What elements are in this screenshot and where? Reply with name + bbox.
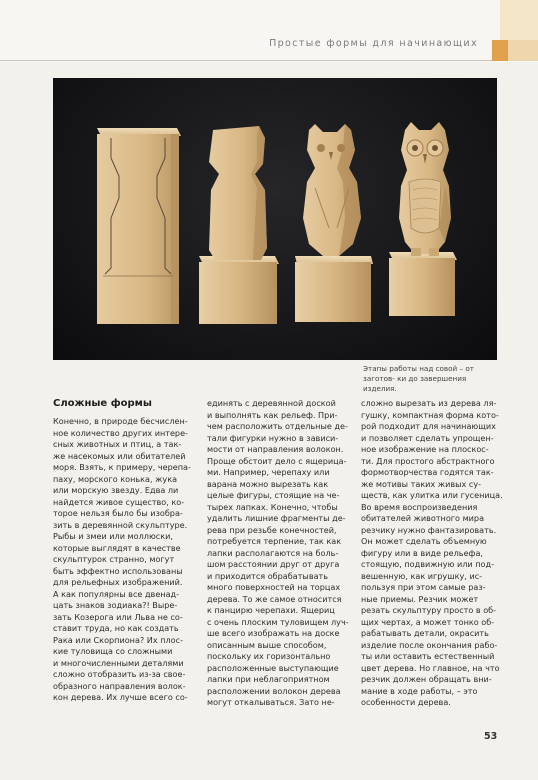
text-line: потребуется терпение, так как [207, 536, 342, 546]
text-line: или морскую звезду. Едва ли [53, 485, 179, 495]
text-line: лапки при неблагоприятном [207, 674, 330, 684]
text-line: А как популярны все двенад- [53, 588, 180, 599]
text-line: для рельефных изображений. [53, 577, 183, 587]
chapter-tab-light [500, 0, 538, 40]
section-heading: Сложные формы [53, 398, 152, 409]
text-line: могут откалываться. Зато не- [207, 697, 335, 707]
text-line: же мотивы таких живых су- [361, 478, 482, 489]
text-line: моря. Взять, к примеру, черепа- [53, 462, 191, 472]
text-line: и выполнять как рельеф. При- [207, 409, 338, 420]
text-line: варана можно вырезать как [207, 478, 329, 489]
carving-stage-4-finished-owl [389, 122, 457, 316]
text-line: формотворчества годятся так- [361, 467, 494, 477]
text-line: кон дерева. Их лучше всего со- [53, 692, 188, 702]
text-line: стоящую, подвижную или под- [361, 559, 495, 569]
text-line: пользуя при этом самые раз- [361, 582, 486, 592]
text-line: ные приемы. Резчик может [361, 593, 479, 604]
text-line: которые выглядят в качестве [53, 542, 181, 553]
text-line: сложно вырезать из дерева ля- [361, 398, 497, 408]
text-line: резчик должен обращать вни- [361, 674, 492, 684]
text-line: Конечно, в природе бесчислен- [53, 416, 188, 426]
text-line: Он может сделать объемную [361, 536, 487, 546]
text-line: ное изображение на плоскос- [361, 444, 489, 454]
caption-line: Этапы работы над совой – от заготов- [363, 364, 474, 383]
text-line: шом расстоянии друг от друга [207, 559, 340, 569]
text-line: быть эффектно использованы [53, 565, 183, 576]
text-line: ты или оставить естественный [361, 651, 495, 661]
text-column-1 [53, 398, 189, 704]
text-line: зать Козерога или Льва не со- [53, 611, 183, 622]
text-line: расположении волокон дерева [207, 685, 341, 696]
text-line: единять с деревянной доской [207, 398, 336, 408]
carving-stage-3-faceted [295, 124, 373, 322]
text-line: вешенную, как игрушку, ис- [361, 570, 483, 581]
text-line: ми. Например, черепаху или [207, 467, 330, 477]
text-line: особенности дерева. [361, 697, 451, 707]
caption-line: ки до завершения изделия. [363, 374, 467, 393]
text-line: гушку, компактная форма кото- [361, 409, 499, 420]
header-rule [0, 60, 538, 61]
text-line: цвет дерева. Но главное, на что [361, 662, 500, 673]
text-line: же насекомых или обитателей [53, 450, 186, 461]
chapter-tab-orange [492, 40, 508, 61]
text-line: кие туловища со сложными [53, 646, 173, 656]
text-line: мости от направления волокон. [207, 444, 344, 454]
text-line: Рыбы и змеи или моллюски, [53, 531, 173, 541]
text-line: тырех лапках. Конечно, чтобы [207, 501, 338, 512]
text-line: зить в деревянной скульптуре. [53, 519, 188, 530]
text-line: Во время воспроизведения [361, 501, 478, 512]
text-column-3 [361, 398, 503, 709]
text-line: поскольку их горизонтально [207, 651, 331, 661]
text-line: к панцирю черепахи. Ящериц [207, 605, 335, 615]
text-line: фигуру или в виде рельефа, [361, 547, 484, 558]
text-line: щих чертах, а может тонко об- [361, 616, 495, 627]
text-line: целые фигуры, стоящие на че- [207, 490, 340, 500]
page-number: 53 [484, 731, 498, 742]
text-line: резать скульптуру просто в об- [361, 605, 497, 615]
text-line: образного направления волок- [53, 680, 186, 691]
text-line: рабатывать детали, окрасить [361, 628, 489, 638]
text-line: торое нельзя было бы изобра- [53, 508, 183, 518]
text-line: и приходится обрабатывать [207, 570, 329, 581]
text-line: паху, морского конька, жука [53, 473, 178, 484]
running-header-title: Простые формы для начинающих [269, 38, 478, 49]
text-line: цать знаков зодиака?! Выре- [53, 600, 178, 610]
photo-caption [363, 364, 498, 394]
text-line: и многочисленными деталями [53, 657, 184, 668]
text-line: описанным выше способом, [207, 639, 327, 650]
text-line: тали фигурки нужно в зависи- [207, 432, 339, 443]
text-line: Проще обстоит дело с ящерица- [207, 455, 347, 466]
text-line: рева при резьбе конечностей, [207, 524, 337, 535]
text-line: ное количество других интере- [53, 427, 188, 438]
text-line: сных животных и птиц, а так- [53, 439, 182, 449]
text-line: с очень плоским туловищем луч- [207, 616, 349, 627]
text-line: много поверхностей на торцах [207, 582, 341, 592]
text-line: сложно отобразить из-за свое- [53, 669, 186, 679]
text-line: мание в ходе работы, – это [361, 685, 478, 696]
text-line: скульптурок странно, могут [53, 554, 175, 564]
text-line: рой подходит для начинающих [361, 421, 496, 431]
text-line: лапки располагаются на боль- [207, 547, 339, 558]
running-header [0, 0, 538, 62]
text-line: резчику нужно фантазировать. [361, 524, 497, 535]
owl-carving-stages-photo [53, 78, 497, 360]
text-line: ществ, как улитка или гусеница. [361, 490, 503, 500]
text-line: ставит труда, но как создать [53, 623, 179, 633]
chapter-tab-peach [508, 40, 538, 61]
text-line: обитателей животного мира [361, 513, 485, 523]
text-line: ше всего изображать на доске [207, 628, 340, 638]
carving-stage-1-blank [97, 128, 181, 324]
carving-stage-2-rough [199, 126, 279, 324]
text-line: найдется живое существо, ко- [53, 496, 185, 507]
text-line: Рака или Скорпиона? Их плос- [53, 634, 183, 645]
text-line: чем расположить отдельные де- [207, 421, 348, 431]
text-column-2 [207, 398, 349, 709]
text-line: ти. Для простого абстрактного [361, 455, 495, 466]
text-line: изделие после окончания рабо- [361, 639, 498, 650]
text-line: дерева. То же самое относится [207, 593, 342, 604]
text-line: и позволяет сделать упрощен- [361, 432, 494, 443]
text-line: расположенные выступающие [207, 662, 339, 673]
text-line: удалить лишние фрагменты де- [207, 513, 346, 523]
